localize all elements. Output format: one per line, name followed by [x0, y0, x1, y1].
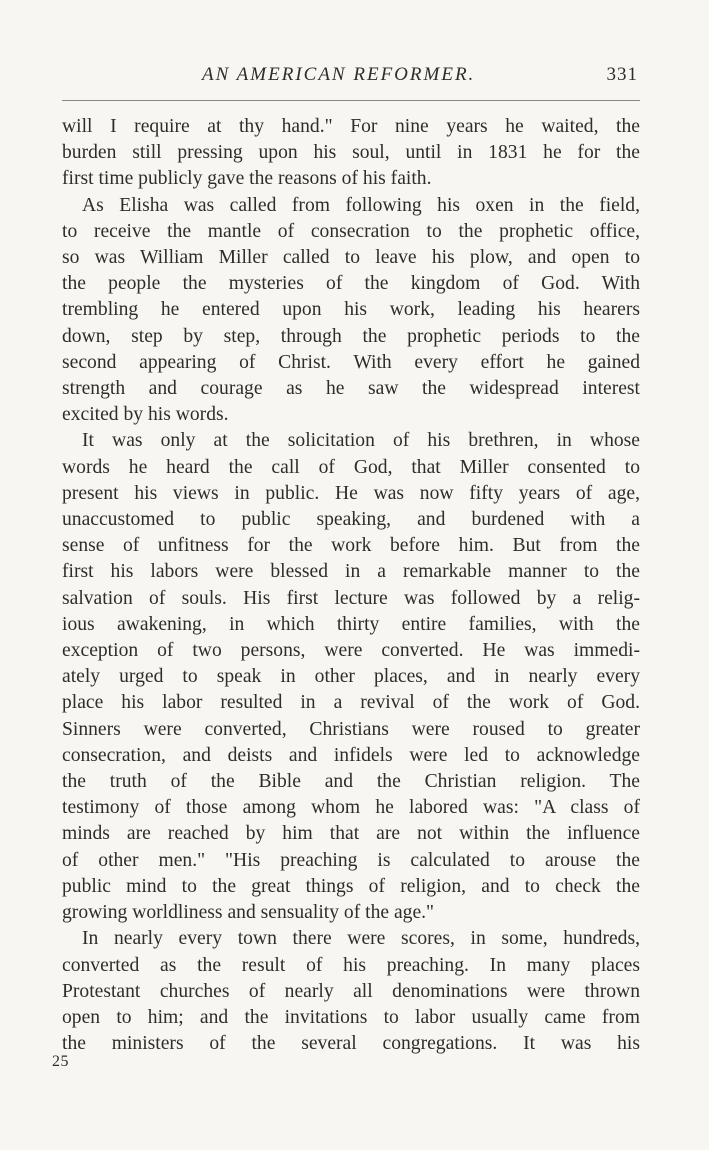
- page-number: 331: [606, 64, 638, 85]
- text-line: present his views in public. He was now fifty years of age,: [62, 482, 640, 504]
- text-line: the truth of the Bible and the Christian religion. The: [62, 771, 640, 793]
- text-line: place his labor resulted in a revival of the work of God.: [62, 692, 640, 714]
- text-line: excited by his words.: [62, 404, 229, 426]
- text-line: the people the mysteries of the kingdom of God. With: [62, 273, 640, 295]
- text-line: trembling he entered upon his work, leading his hearers: [62, 299, 640, 321]
- text-line: first his labors were blessed in a remarkable manner to the: [62, 561, 640, 583]
- text-line: It was only at the solicitation of his brethren, in whose: [82, 430, 640, 452]
- text-line: Sinners were converted, Christians were roused to greater: [62, 718, 640, 740]
- text-line: exception of two persons, were converted. He was immedi-: [62, 640, 640, 662]
- text-line: consecration, and deists and infidels were led to acknowledge: [62, 744, 640, 766]
- text-line: salvation of souls. His first lecture was followed by a relig-: [62, 587, 640, 609]
- text-line: sense of unfitness for the work before him. But from the: [62, 535, 640, 557]
- text-line: public mind to the great things of religion, and to check the: [62, 875, 640, 897]
- text-line: the ministers of the several congregations. It was his: [62, 1033, 640, 1055]
- text-line: open to him; and the invitations to labor usually came from: [62, 1006, 640, 1028]
- text-line: first time publicly gave the reasons of his faith.: [62, 168, 432, 190]
- signature-mark: 25: [52, 1053, 69, 1070]
- text-line: growing worldliness and sensuality of the age.": [62, 902, 435, 924]
- text-line: burden still pressing upon his soul, until in 1831 he for the: [62, 142, 640, 164]
- running-title: AN AMERICAN REFORMER.: [202, 64, 476, 85]
- running-head: [62, 62, 640, 92]
- text-line: of other men." "His preaching is calculated to arouse the: [62, 849, 640, 871]
- body-text: [62, 114, 640, 1057]
- text-line: minds are reached by him that are not within the influence: [62, 823, 640, 845]
- text-line: second appearing of Christ. With every effort he gained: [62, 351, 640, 373]
- text-line: to receive the mantle of consecration to the prophetic office,: [62, 220, 640, 242]
- text-line: testimony of those among whom he labored was: "A class of: [62, 797, 640, 819]
- book-page: [62, 62, 640, 1055]
- text-line: ately urged to speak in other places, and in nearly every: [62, 666, 640, 688]
- text-line: down, step by step, through the prophetic periods to the: [62, 325, 640, 347]
- text-line: words he heard the call of God, that Miller consented to: [62, 456, 640, 478]
- text-line: Protestant churches of nearly all denominations were thrown: [62, 980, 640, 1002]
- text-line: strength and courage as he saw the widespread interest: [62, 378, 640, 400]
- text-line: unaccustomed to public speaking, and burdened with a: [62, 509, 640, 531]
- text-line: As Elisha was called from following his oxen in the field,: [82, 194, 640, 216]
- text-line: converted as the result of his preaching. In many places: [62, 954, 640, 976]
- text-line: will I require at thy hand." For nine years he waited, the: [62, 116, 640, 137]
- text-line: ious awakening, in which thirty entire families, with the: [62, 613, 640, 635]
- text-line: so was William Miller called to leave his plow, and open to: [62, 247, 640, 269]
- text-line: In nearly every town there were scores, in some, hundreds,: [82, 928, 640, 950]
- header-rule: [62, 100, 640, 101]
